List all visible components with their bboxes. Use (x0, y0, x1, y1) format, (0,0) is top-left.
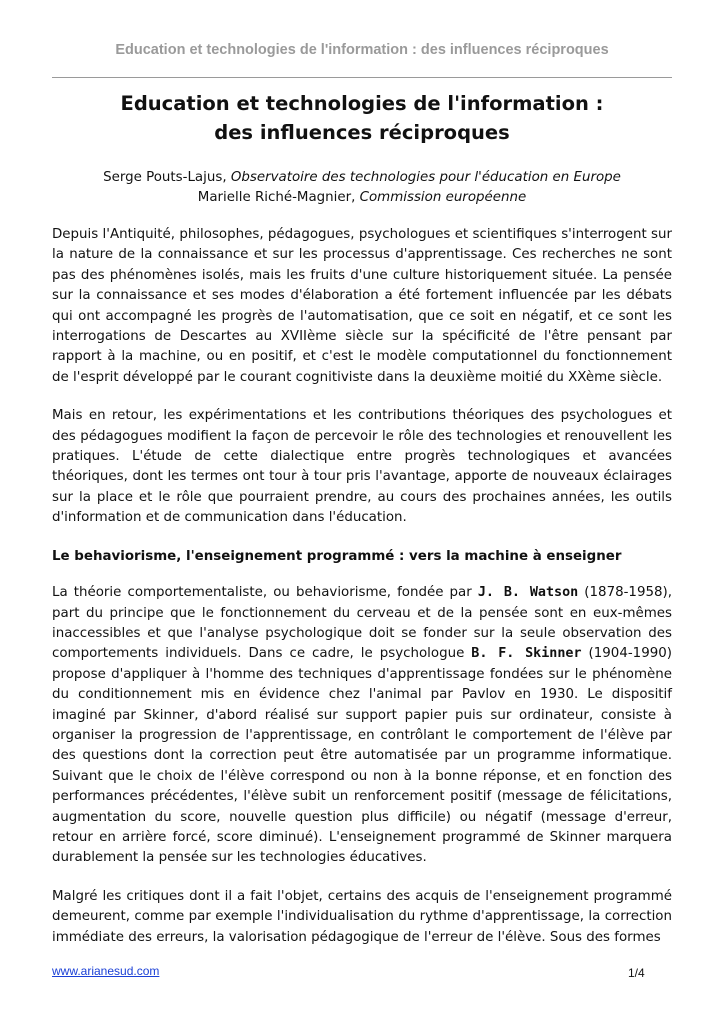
header-divider (52, 77, 672, 78)
section-heading: Le behaviorisme, l'enseignement programmé : vers la machine à enseigner (52, 548, 622, 564)
author-name: Serge Pouts-Lajus (103, 170, 223, 185)
title-line-2: des influences réciproques (214, 121, 510, 144)
paragraph-text: (1904-1990) propose d'appliquer à l'homme des techniques d'apprentissage fondées sur le phénomène du conditionnement mis en évidence chez l'animal par Pavlov en 1930. Le dispositif imaginé par Skinner, d'abord réalisé sur support papier puis sur ordinateur, consiste à organiser la progression de l'apprentissage, en contrôlant le comportement de l'élève par des questions dont la correction peut être automatisée par un programme informatique. Suivant que le choix de l'élève correspond ou non à la bonne réponse, et en fonction des performances précédentes, l'élève subit un renforcement positif (message de félicitations, augmentation du score, nouvelle question plus difficile) ou négatif (message d'erreur, retour en arrière forcé, score diminué). L'enseignement programmé de Skinner marquera durablement la pensée sur les technologies éducatives. (52, 646, 672, 866)
author-line: Marielle Riché-Magnier, Commission européenne (197, 190, 527, 205)
paragraph-text: (1878-1958), part du principe que le fonctionnement du cerveau et de la pensée sont en eux-mêmes inaccessibles et que l'analyse psychologique doit se fonder sur la seule observation des comportements individuels. Dans ce cadre, le psychologue (52, 585, 672, 662)
person-name: B. F. Skinner (471, 646, 582, 662)
footer-website-link[interactable]: www.arianesud.com (52, 964, 160, 978)
paragraph: Depuis l'Antiquité, philosophes, pédagogues, psychologues et scientifiques s'interrogent sur la nature de la connaissance et sur les processus d'apprentissage. Ces recherches ne sont pas des phénomènes isolés, mais les fruits d'une culture historiquement située. La pensée sur la connaissance et ses modes d'élaboration a été fortement influencée par les débats qui ont accompagné les progrès de l'automatisation, que ce soit en négatif, et ce sont les interrogations de Descartes au XVIIème siècle sur la spécificité de l'être pensant par rapport à la machine, ou en positif, et c'est le modèle computationnel du fonctionnement de l'esprit développé par le courant cognitiviste dans la deuxième moitié du XXème siècle. (52, 227, 672, 385)
paragraph (52, 583, 672, 869)
title-line-1: Education et technologies de l'information : (120, 92, 604, 115)
paragraph: Mais en retour, les expérimentations et les contributions théoriques des psychologues et des pédagogues modifient la façon de percevoir le rôle des technologies et renouvellent les pratiques. L'étude de cette dialectique entre progrès technologiques et avancées théoriques, dont les termes ont tour à tour pris l'avantage, apporte de nouveaux éclairages sur la place et le rôle que pourraient prendre, au cours des prochaines années, les outils d'information et de communication dans l'éducation. (52, 408, 672, 526)
paragraph-text: La théorie comportementaliste, ou behaviorisme, fondée par (52, 585, 478, 601)
authors-block (52, 168, 672, 208)
author-line: Serge Pouts-Lajus, Observatoire des technologies pour l'éducation en Europe (103, 170, 621, 185)
document-title (52, 89, 672, 147)
author-affiliation: Observatoire des technologies pour l'éducation en Europe (230, 170, 621, 185)
author-name: Marielle Riché-Magnier (197, 190, 352, 205)
page-number: 1/4 (628, 966, 645, 980)
running-header: Education et technologies de l'information : des influences réciproques (115, 42, 609, 58)
paragraph: Malgré les critiques dont il a fait l'objet, certains des acquis de l'enseignement programmé demeurent, comme par exemple l'individualisation du rythme d'apprentissage, la correction immédiate des erreurs, la valorisation pédagogique de l'erreur de l'élève. Sous des formes (52, 888, 672, 945)
body-text (52, 225, 672, 966)
person-name: J. B. Watson (477, 585, 579, 601)
author-affiliation: Commission européenne (359, 190, 527, 205)
